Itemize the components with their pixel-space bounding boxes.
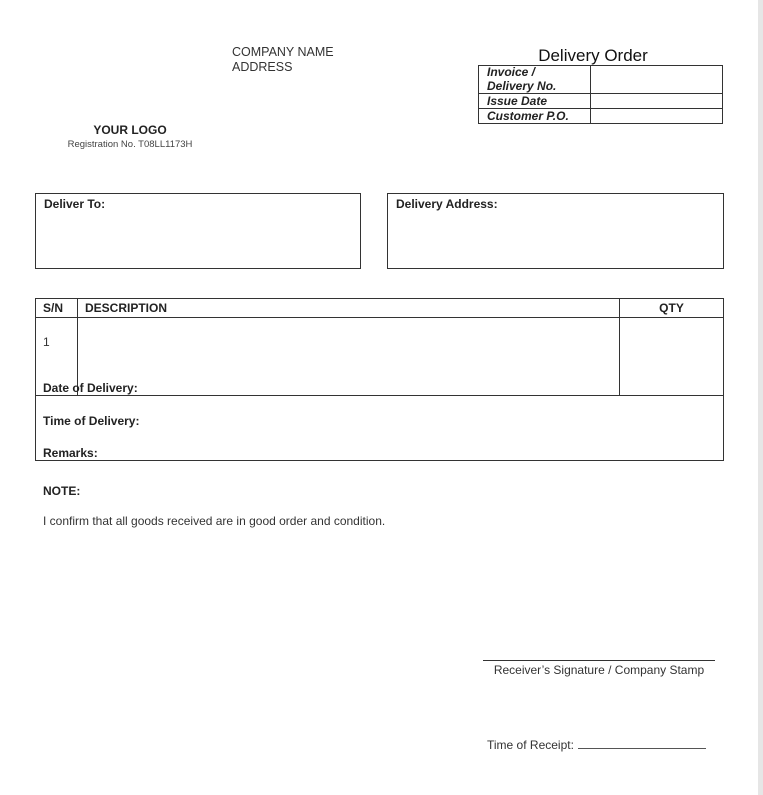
- signature-label: Receiver’s Signature / Company Stamp: [493, 663, 705, 677]
- time-of-receipt: [487, 737, 706, 752]
- remarks-label: Remarks:: [43, 446, 98, 460]
- items-table: [36, 299, 723, 395]
- delivery-address-label: Delivery Address:: [396, 197, 498, 211]
- logo-placeholder: YOUR LOGO: [93, 123, 167, 137]
- time-of-receipt-label: Time of Receipt:: [487, 738, 574, 752]
- invoice-label: [479, 66, 591, 94]
- company-header: [232, 45, 334, 75]
- info-row-issue-date: [479, 94, 723, 109]
- document-title: Delivery Order: [538, 46, 648, 65]
- items-header-row: [36, 299, 723, 318]
- row-qty[interactable]: [620, 318, 724, 396]
- table-row: [36, 318, 723, 396]
- header-description: DESCRIPTION: [78, 299, 620, 318]
- issue-date-label: Issue Date: [479, 94, 591, 109]
- registration-number: Registration No. T08LL1173H: [67, 139, 193, 150]
- invoice-value[interactable]: [591, 66, 723, 94]
- order-info-table: [478, 65, 723, 124]
- info-row-customer-po: [479, 109, 723, 124]
- info-row-invoice: [479, 66, 723, 94]
- row-sn: 1: [36, 318, 78, 396]
- signature-line: [483, 660, 715, 661]
- delivery-address-box[interactable]: [387, 193, 724, 269]
- company-name: COMPANY NAME: [232, 45, 334, 59]
- items-divider: [36, 395, 723, 396]
- items-section: [35, 298, 724, 461]
- deliver-to-box[interactable]: [35, 193, 361, 269]
- time-of-delivery-label: Time of Delivery:: [43, 414, 140, 428]
- invoice-label-text: Invoice / Delivery No.: [487, 65, 557, 93]
- customer-po-label: Customer P.O.: [479, 109, 591, 124]
- note-label: NOTE:: [43, 484, 81, 498]
- scrollbar-track[interactable]: [758, 0, 763, 795]
- header-qty: QTY: [620, 299, 724, 318]
- deliver-to-label: Deliver To:: [44, 197, 106, 211]
- row-description[interactable]: [78, 318, 620, 396]
- time-of-receipt-blank[interactable]: [578, 737, 706, 749]
- company-address: ADDRESS: [232, 60, 293, 74]
- confirmation-text: I confirm that all goods received are in good order and condition.: [43, 514, 386, 528]
- date-of-delivery-label: Date of Delivery:: [43, 381, 138, 395]
- header-sn: S/N: [36, 299, 78, 318]
- issue-date-value[interactable]: [591, 94, 723, 109]
- customer-po-value[interactable]: [591, 109, 723, 124]
